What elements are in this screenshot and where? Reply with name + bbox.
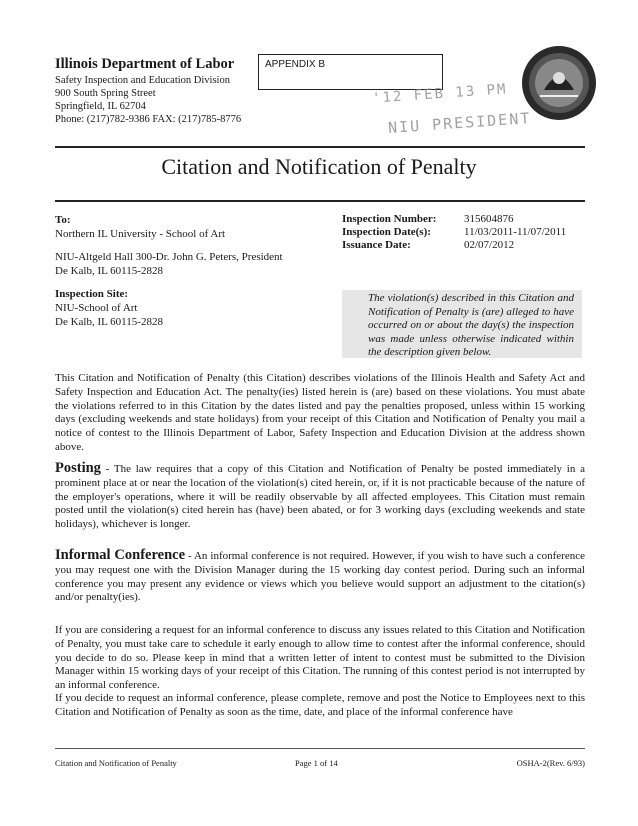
recipient-address-1: NIU-Altgeld Hall 300-Dr. John G. Peters, President [55, 251, 283, 263]
decide-paragraph: If you decide to request an informal conference, please complete, remove and post the Notice to Employees next to this Citation and Notification of Penalty as soon as the time, date, and place of the informal conference have [55, 692, 585, 718]
inspection-dates: 11/03/2011-11/07/2011 [464, 226, 567, 238]
inspection-dates-label: Inspection Date(s): [342, 226, 431, 238]
posting-heading: Posting [55, 460, 101, 476]
footer-rule [55, 748, 585, 749]
inspection-site-1: NIU-School of Art [55, 302, 138, 314]
inspection-number-label: Inspection Number: [342, 213, 437, 225]
informal-conference-heading: Informal Conference [55, 547, 186, 563]
recipient-org: Northern IL University - School of Art [55, 228, 226, 240]
recipient-address-2: De Kalb, IL 60115-2828 [55, 265, 163, 277]
footer-form-name: Citation and Notification of Penalty [55, 758, 177, 768]
agency-phone: Phone: (217)782-9386 FAX: (217)785-8776 [55, 114, 242, 125]
document-title: Citation and Notification of Penalty [161, 154, 477, 179]
to-label: To: [55, 214, 71, 226]
informal-conference-text: - An informal conference is not required. However, if you wish to have such a conference you may request one with the Division Manager during the 15 working day contest period. During such an informal conference you may present any evidence or views which you believe would support an adjustment to the citation(s) and/or penalty(ies). [55, 550, 585, 604]
recipient-block [55, 213, 335, 329]
considering-paragraph: If you are considering a request for an informal conference to discuss any issues related to this Citation and Notification of Penalty, you must take care to schedule it early enough to allow time to contest after the informal conference, should you decide to do so. Please keep in mind that a written letter of intent to contest must be submitted to the Division Manager within 15 working days of your receipt of this Citation. The running of this contest period is not interrupted by an informal conference. [55, 624, 585, 692]
intro-paragraph: This Citation and Notification of Penalty (this Citation) describes violations of the Illinois Health and Safety Act and Safety Inspection and Education Act. The penalty(ies) listed herein is (are) based on these violations. You must abate the violations referred to in this Citation by the dates listed and pay the penalties proposed, unless within 15 working days (excluding weekends and state holidays) from your receipt of this Citation and Notification of Penalty you mail a notice of contest to the Illinois Department of Labor, Safety Inspection and Education Division at the address shown above. [55, 372, 585, 453]
inspection-details [342, 213, 592, 252]
state-seal-icon [520, 44, 598, 122]
agency-division: Safety Inspection and Education Division [55, 75, 230, 86]
agency-city: Springfield, IL 62704 [55, 101, 146, 112]
violation-note: The violation(s) described in this Citation and Notification of Penalty is (are) alleged to have occurred on or about the day(s) the inspection was made unless otherwise indicated within the description given below. [342, 290, 582, 358]
posting-paragraph [55, 462, 585, 532]
issuance-date: 02/07/2012 [464, 239, 515, 251]
title-bottom-rule [55, 200, 585, 202]
inspection-number: 315604876 [464, 213, 514, 225]
page-footer [55, 758, 585, 768]
received-stamp-date: '12 FEB 13 PM [371, 81, 508, 107]
inspection-site-label: Inspection Site: [55, 288, 129, 300]
agency-header [55, 56, 285, 126]
posting-text: - The law requires that a copy of this Citation and Notification of Penalty be posted immediately in a prominent place at or near the location of the violation(s) cited herein, or, if it is not practicable because of the nature of the employer's operations, where it will be readily observable by all affected employees. This Citation must remain posted until the violation(s) cited herein has (have) been abated, or for 3 working days (excluding weekends and state holidays), whichever is longer. [55, 463, 585, 531]
received-stamp-office: NIU PRESIDENT [387, 109, 532, 137]
footer-page-number: Page 1 of 14 [295, 758, 338, 768]
inspection-site-2: De Kalb, IL 60115-2828 [55, 316, 163, 328]
title-top-rule [55, 146, 585, 148]
appendix-box: APPENDIX B [258, 54, 443, 90]
footer-form-code: OSHA-2(Rev. 6/93) [516, 758, 585, 768]
issuance-date-label: Issuance Date: [342, 239, 411, 251]
informal-conference-paragraph [55, 549, 585, 605]
agency-street: 900 South Spring Street [55, 88, 156, 99]
agency-name: Illinois Department of Labor [55, 56, 235, 72]
